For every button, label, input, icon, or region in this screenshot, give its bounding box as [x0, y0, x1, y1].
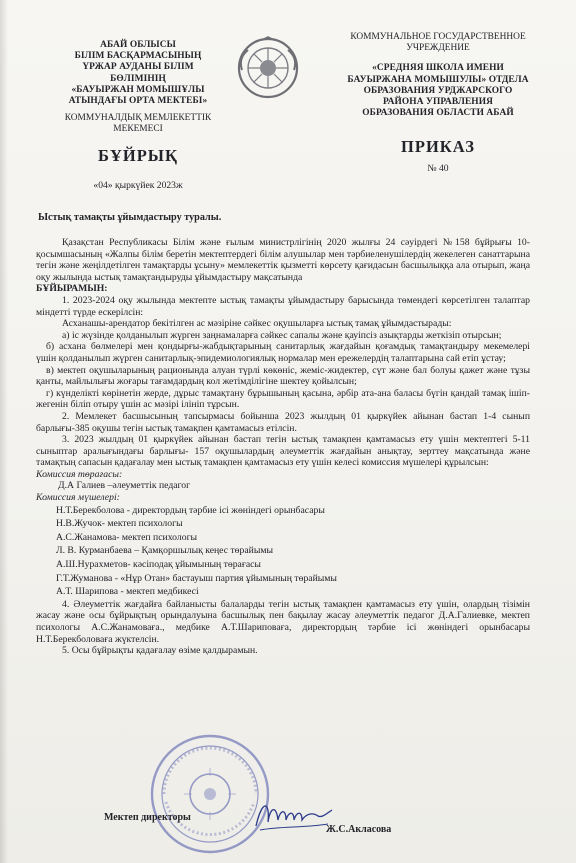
org-name-kz-line: «БАУЫРЖАН МОМЫШҰЛЫ — [71, 84, 205, 95]
item-1-a: а) іс жүзінде қолданылып жүрген заңнамаларға сәйкес сапалы және қауіпсіз азықтарды жеткізіп отырсын; — [62, 329, 502, 341]
org-name-kz-line: ҮРЖАР АУДАНЫ БІЛІМ БӨЛІМІНІҢ — [82, 62, 194, 84]
member-item: А.Т. Шарипова - мектеп медбикесі — [56, 586, 199, 598]
org-type-ru-line: УЧРЕЖДЕНИЕ — [406, 43, 470, 54]
org-name-ru-line: ОБРАЗОВАНИЯ ОБЛАСТИ АБАЙ — [362, 108, 514, 119]
item-1-g: г) күнделікті көрінетін жерде, дұрыс тамақтану бұрышының қасына, әрбір ата-ана баласы бүгін қандай тамақ ішіп-жегенін біліп отыру үшін ас мәзірі ілініп тұрсын. — [36, 387, 530, 411]
member-item: Н.Т.Берекболова - директордың тәрбие ісі жөніндегі орынбасары — [56, 504, 325, 516]
chair-heading: Комиссия төрағасы: — [36, 468, 123, 480]
members-list — [36, 504, 530, 599]
item-1-c: в) мектеп оқушыларының рационында алуан түрлі көкөніс, жеміс-жидектер, сүт және бал болуы қажет және тұзы қанты, майлылығы жоғары тағамдардың кол жетімділігіне шектеу қойылсын; — [36, 364, 530, 388]
org-name-ru-line: ОБРАЗОВАНИЯ УРДЖАРСКОГО — [363, 85, 513, 96]
member-item: Л. В. Курманбаева – Қамқоршылық кеңес төрайымы — [56, 545, 273, 557]
header-kazakh — [54, 40, 222, 191]
item-4: 4. Әлеуметтік жағдайға байланысты балаларды тегін ыстық тамақпен қамтамасыз ету үшін, олардың тізімін жасау және осы бұйрықтың орындалуына басшылық пен бақылау жасау әлеуметтік педагог Д.А.Галиевке, мектеп психологы А.С.Жанамоваға., медбике А.Т.Шариповаға, директордың тәрбие ісі жөніндегі орынбасары Н.Т.Берекболоваға жүктелсін. — [36, 598, 530, 645]
org-type-ru-line: КОММУНАЛЬНОЕ ГОСУДАРСТВЕННОЕ — [350, 32, 526, 42]
order-title-ru: ПРИКАЗ — [401, 137, 475, 157]
org-name-kz-line: АБАЙ ОБЛЫСЫ — [100, 40, 176, 50]
member-item: А.С.Жанамова- мектеп психологы — [56, 531, 198, 543]
member-item: А.Ш.Нурахметов- кәсіподақ ұйымының төрағасы — [56, 559, 261, 571]
org-type-kz-line: МЕКЕМЕСІ — [113, 124, 163, 135]
item-1-lead: Асханашы-арендатор бекітілген ас мәзіріне сәйкес оқушыларға ыстық тамақ ұйымдастырады: — [62, 318, 452, 330]
document-subject: Ыстық тамақты ұйымдастыру туралы. — [38, 212, 222, 223]
org-name-ru-line: «СРЕДНЯЯ ШКОЛА ИМЕНИ — [372, 63, 504, 74]
item-3: 3. 2023 жылдың 01 қыркүйек айынан бастап тегін ыстық тамақпен қамтамасыз ету үшін мектептегі 5-11 сыныптар аралығындағы барлығы- 157 оқушылардың әлеуметтік жағдайын анықтау, зерттеу мақсатында және тамақтың сапасын қадағалау мен ыстық тамақпен қамтамасыз ету үшін келесі комиссия мүшелері құрылсын: — [36, 434, 530, 469]
members-heading: Комиссия мүшелері: — [36, 492, 120, 504]
org-name-ru-line: РАЙОНА УПРАВЛЕНИЯ — [383, 97, 493, 108]
org-name-kz-line: БІЛІМ БАСҚАРМАСЫНЫҢ — [74, 51, 202, 62]
order-title-kz: БҰЙРЫҚ — [98, 145, 178, 165]
order-heading: БҰЙЫРАМЫН: — [36, 283, 108, 295]
item-5: 5. Осы бұйрықты қадағалау өзіме қалдырамын. — [62, 645, 258, 657]
org-name-ru-line: БАУЫРЖАНА МОМЫШУЛЫ» ОТДЕЛА — [347, 74, 529, 85]
handwritten-signature-icon — [252, 796, 334, 836]
page-edge-shadow — [0, 0, 8, 863]
preamble-paragraph: Қазақстан Республикасы Білім және ғылым министрлігінің 2020 жылғы 24 сәуірдегі №158 бұйрығы 10-қосымшасының «Жалпы білім беретін мектептердегі білім алушылар мен тәрбиеленушілердің жекелеген санаттарына тегін және жеңілдетілген тамақтарды ұсыну» мемлекеттік қызметті көрсету қағидасын басшылыққа ала отырып, жаңа оқу жылында ыстық тамақтандыруды ұйымдастыру мақсатында — [36, 237, 530, 283]
org-type-kz-line: КОММУНАЛДЫҚ МЕМЛЕКЕТТІК — [64, 113, 212, 124]
signatory-title: Мектеп директоры — [104, 812, 191, 823]
chair-name: Д.А Галиев –әлеуметтік педагог — [58, 480, 191, 492]
item-1-b: б) асхана бөлмелері мен қондырғы-жабдықтарының санитарлық жағдайын қоғамдық тамақтандыру мекемелері үшін қолданылып жүрген санитарлық-эпидемиологиялық нормалар мен ережелердің талаптарына сай етіп ұстау; — [36, 341, 530, 364]
order-number: № 40 — [427, 163, 449, 175]
header-russian — [338, 32, 538, 174]
order-date: «04» қыркүйек 2023ж — [93, 179, 183, 191]
signatory-name: Ж.С.Акласова — [326, 824, 392, 835]
item-1: 1. 2023-2024 оқу жылында мектепте ыстық тамақты ұйымдастыру барысында төмендегі көрсетілген талаптар міндетті түрде ескерілсін: — [36, 294, 530, 318]
member-item: Г.Т.Жуманова - «Нұр Отан» бастауыш партия ұйымының төрайымы — [56, 572, 337, 584]
state-emblem-icon — [236, 36, 300, 100]
signature-block — [104, 808, 524, 838]
item-2: 2. Мемлекет басшысының тапсырмасы бойынша 2023 жылдың 01 қыркүйек айынан бастап 1-4 сынып барлығы-385 оқушы тегін ыстық тамақпен қамтамасыз етілсін. — [36, 410, 530, 434]
document-body — [36, 237, 530, 657]
member-item: Н.В.Жучок- мектеп психологы — [56, 518, 183, 530]
org-name-kz-line: АТЫНДАҒЫ ОРТА МЕКТЕБІ» — [68, 96, 208, 107]
